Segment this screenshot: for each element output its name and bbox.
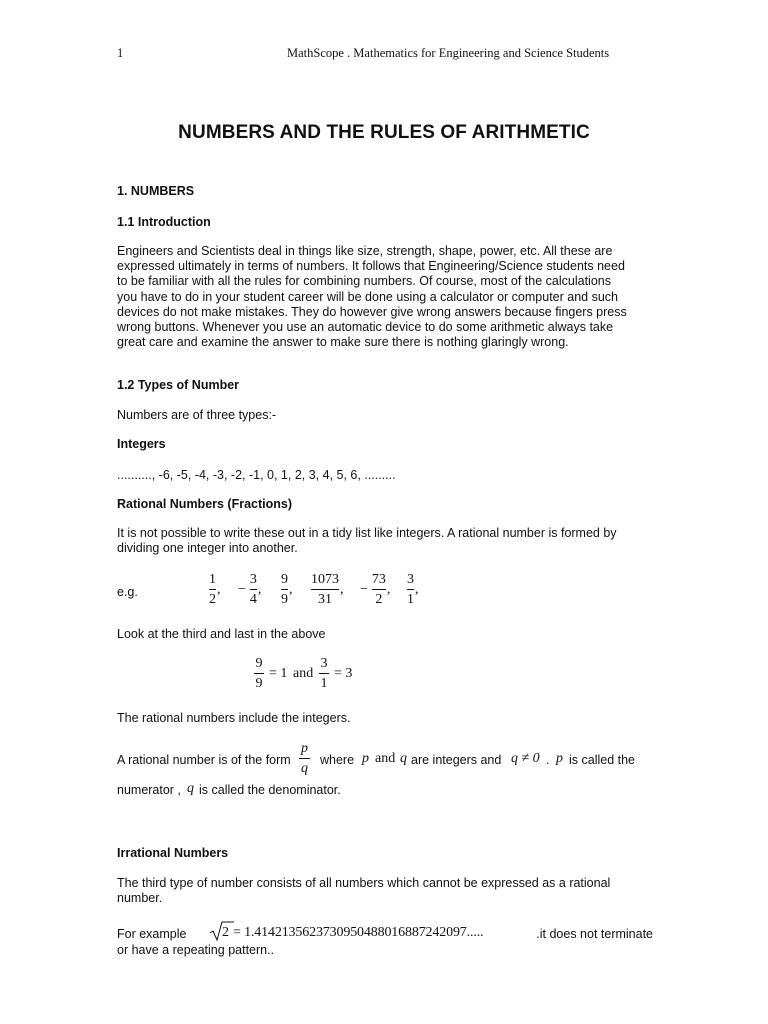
denominator: 2 [209,592,216,607]
numerator: 1073 [311,572,339,587]
numerator: 3 [249,572,257,587]
text-line: number. [117,891,163,906]
form-text-e: is called the [569,753,636,767]
comma: , [217,582,221,597]
fraction-bar [254,673,264,674]
comma: , [257,582,262,597]
denominator: 9 [281,592,288,607]
form-text-d: . [546,753,550,767]
var-q: q [400,751,407,766]
numerator: 1 [209,572,216,587]
fraction-bar [319,673,329,674]
condition-q-not-zero: q ≠ 0 [511,751,540,766]
irrational-heading: Irrational Numbers [117,846,229,860]
comma: , [289,582,293,597]
denominator: q [301,761,308,776]
fraction-bar [209,589,216,590]
comma: , [340,582,344,597]
page-number: 1 [117,46,124,60]
sqrt-radicand: 2 [222,925,229,940]
section-heading-numbers: 1. NUMBERS [117,184,195,198]
and-word: and [293,666,314,681]
form-text-c: are integers and [411,753,502,767]
equals-one: = 1 [269,666,288,681]
fraction [407,572,414,608]
form-line2-b: is called the denominator. [199,783,341,797]
comma: , [415,582,419,597]
var-p: p [556,751,563,766]
text-line: to be familiar with all the rules for combining numbers. Of course, most of the calculations [117,274,611,289]
text-line: devices do not make mistakes. They do however give wrong answers because fingers press [117,304,627,319]
numerator: p [301,741,308,756]
types-intro: Numbers are of three types:- [117,408,277,422]
example-label: For example [117,927,187,941]
look-text: Look at the third and last in the above [117,627,326,641]
integers-heading: Integers [117,437,166,451]
sqrt-tail: .it does not terminate [536,927,653,941]
fraction-bar [407,589,414,590]
var-q: q [187,781,194,796]
fraction [281,572,288,608]
text-line: Engineers and Scientists deal in things like size, strength, shape, power, etc. All these are [117,244,613,258]
irrational-paragraph [117,876,653,906]
var-p: p [362,751,369,766]
numerator: 73 [371,572,386,587]
last-line: or have a repeating pattern.. [117,943,275,957]
text-line: great care and examine the answer to make sure there is nothing glaringly wrong. [117,335,569,350]
denominator: 31 [318,592,332,607]
form-text-a: A rational number is of the form [117,753,291,767]
document-title: NUMBERS AND THE RULES OF ARITHMETIC [178,122,590,143]
numerator: 9 [255,656,263,671]
section-heading-introduction: 1.1 Introduction [117,215,211,229]
numerator: 3 [320,656,328,671]
include-text: The rational numbers include the integers. [117,711,351,725]
fraction-example [238,572,261,608]
fraction-bar [250,589,257,590]
fraction-example [360,572,390,608]
form-text-b: where [320,753,355,767]
denominator: 9 [255,676,263,691]
fraction-bar [299,758,310,759]
text-line: wrong buttons. Whenever you use an automatic device to do some arithmetic always take [117,320,614,335]
fraction-bar [311,589,339,590]
minus-sign: − [360,582,368,597]
fraction-nine-ninths [254,656,264,692]
eg-label: e.g. [117,585,138,599]
and-word: and [375,751,396,766]
fraction [250,572,257,608]
rational-heading: Rational Numbers (Fractions) [117,497,293,511]
comma: , [386,582,391,597]
denominator: 1 [320,676,328,691]
fraction-bar [281,589,288,590]
text-line: expressed ultimately in terms of numbers. It follows that Engineering/Science students need [117,259,625,274]
section-heading-types: 1.2 Types of Number [117,378,240,392]
fraction-example [209,572,221,608]
text-line: you have to do in your student career will be done using a calculator or computer and such [117,289,618,304]
fraction-p-over-q [299,741,310,777]
integers-list: .........., -6, -5, -4, -3, -2, -1, 0, 1, 2, 3, 4, 5, 6, ......... [117,468,396,482]
introduction-paragraph [117,244,653,350]
sqrt-two-value: = 1.4142135623730950488016887242097..... [233,925,484,940]
numerator: 3 [407,572,414,587]
fraction-example [407,572,419,608]
form-line2-a: numerator , [117,783,181,797]
fraction-example [311,572,344,608]
running-header: MathScope . Mathematics for Engineering and Science Students [287,46,610,60]
fraction-three-over-one [319,656,329,692]
numerator: 9 [281,572,288,587]
denominator: 4 [249,592,257,607]
fraction [372,572,386,608]
equals-three: = 3 [334,666,353,681]
rational-paragraph [117,526,653,556]
denominator: 1 [407,592,414,607]
text-line: The third type of number consists of all numbers which cannot be expressed as a rational [117,876,611,890]
fraction-example [281,572,293,608]
denominator: 2 [375,592,383,607]
fraction [311,572,339,608]
fraction-bar [372,589,386,590]
text-line: It is not possible to write these out in a tidy list like integers. A rational number is formed by [117,526,617,540]
text-line: dividing one integer into another. [117,541,298,556]
minus-sign: − [238,582,246,597]
fraction [209,572,216,608]
